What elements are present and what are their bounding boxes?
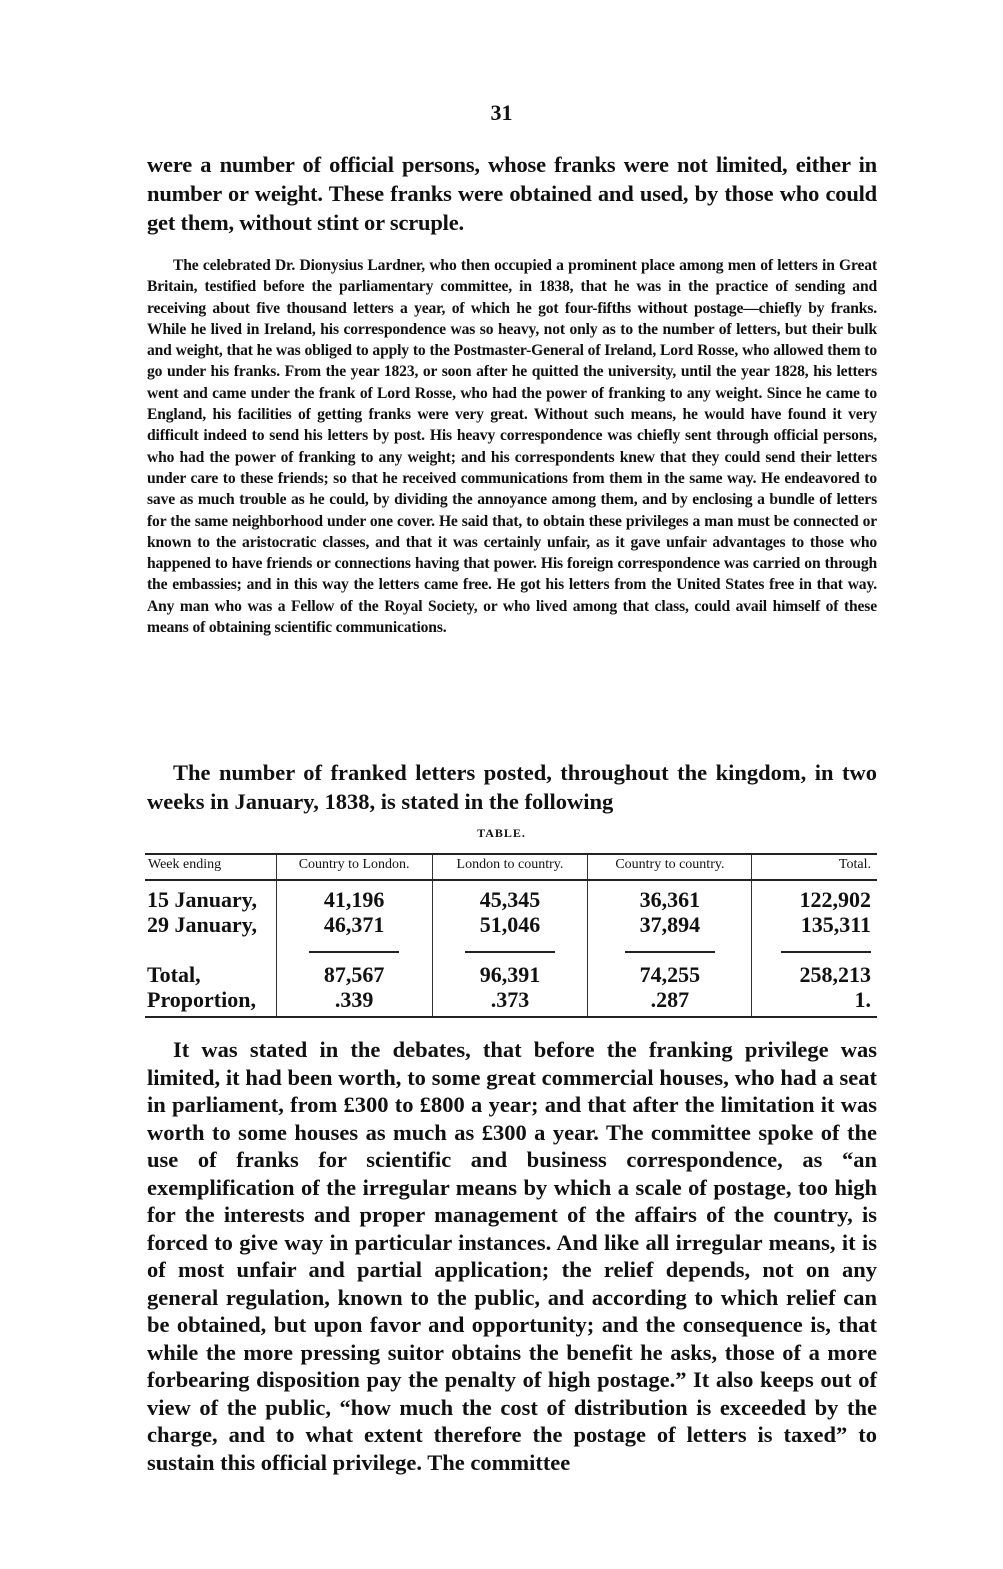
value-cell: 96,391 (432, 962, 588, 987)
label-cell: Total, (147, 962, 201, 987)
table-row (145, 912, 877, 937)
total-cell: 135,311 (752, 912, 877, 937)
closing-paragraph (147, 1036, 877, 1476)
header-country-to-country: Country to country. (588, 854, 752, 880)
value-cell: 74,255 (588, 962, 752, 987)
value-cell: 46,371 (276, 912, 432, 937)
intro-text: were a number of official persons, whose franks were not limited, either in number or weight. These franks were obtained and used, by those who could get them, without stint or scruple. (147, 152, 877, 235)
lardner-testimony-paragraph (147, 255, 877, 638)
value-cell: 45,345 (432, 880, 588, 912)
franked-letters-table (145, 853, 877, 1018)
value-cell: 41,196 (276, 880, 432, 912)
header-week-ending: Week ending (145, 854, 276, 880)
table-caption: TABLE. (477, 826, 526, 840)
table-header-row (145, 854, 877, 880)
sum-rule (465, 951, 555, 953)
value-cell: .373 (432, 987, 588, 1017)
value-cell: 51,046 (432, 912, 588, 937)
value-cell: 36,361 (588, 880, 752, 912)
header-total: Total. (752, 854, 877, 880)
label-cell: Proportion, (147, 987, 256, 1012)
sum-rule-row (145, 937, 877, 962)
sum-rule (309, 951, 399, 953)
week-cell: 15 January, (147, 887, 258, 912)
total-cell: 258,213 (752, 962, 877, 987)
sum-rule (781, 951, 871, 953)
value-cell: 37,894 (588, 912, 752, 937)
value-cell: 87,567 (276, 962, 432, 987)
testimony-text: The celebrated Dr. Dionysius Lardner, who then occupied a prominent place among men of letters in Great Britain, testified before the parliamentary committee, in 1838, that he was in the practice of sending and receiving about five thousand letters a year, of which he got four-fifths without postage—chiefly by franks. While he lived in Ireland, his correspondence was so heavy, not only as to the number of letters, but their bulk and weight, that he was obliged to apply to the Postmaster-General of Ireland, Lord Rosse, who allowed them to go under his franks. From the year 1823, or soon after he quitted the university, until the year 1828, his letters went and came under the frank of Lord Rosse, who had the power of franking to any weight. Since he came to England, his facilities of getting franks were very great. Without such means, he would have found it very difficult indeed to send his letters by post. His heavy correspondence was chiefly sent through official persons, who had the power of franking to any weight; and his correspondents knew that they could send their letters under care to these friends; so that he received communications from them in the same way. He endeavored to save as much trouble as he could, by dividing the annoyance among them, and by enclosing a bundle of letters for the same neighborhood under one cover. He said that, to obtain these privileges a man must be connected or known to the aristocratic classes, and that it was certainly unfair, as it gave unfair advantages to those who happened to have friends or connections having that power. His foreign correspondence was carried on through the embassies; and in this way the letters came free. He got his letters from the United States free in that way. Any man who was a Fellow of the Royal Society, or who lived among that class, could avail himself of these means of obtaining scientific communications. (147, 257, 877, 637)
intro-paragraph (147, 150, 877, 237)
total-cell: 122,902 (752, 880, 877, 912)
header-london-to-country: London to country. (432, 854, 588, 880)
value-cell: .287 (588, 987, 752, 1017)
total-cell: 1. (752, 987, 877, 1017)
value-cell: .339 (276, 987, 432, 1017)
table-lead-paragraph (147, 758, 877, 816)
week-cell: 29 January, (147, 912, 258, 937)
table-row (145, 880, 877, 912)
sum-rule (625, 951, 715, 953)
proportion-row (145, 987, 877, 1017)
lead-text: The number of franked letters posted, throughout the kingdom, in two weeks in January, 1838, is stated in the following (147, 760, 877, 814)
closing-text: It was stated in the debates, that before the franking privilege was limited, it had been worth, to some great commercial houses, who had a seat in parliament, from £300 to £800 a year; and that after the limitation it was worth to some houses as much as £300 a year. The committee spoke of the use of franks for scientific and business correspondence, as “an exemplification of the irregular means by which a scale of postage, too high for the interests and proper management of the affairs of the country, is forced to give way in particular instances. And like all irregular means, it is of most unfair and partial application; the relief depends, not on any general regulation, known to the public, and according to which relief can be obtained, but upon favor and opportunity; and the consequence is, that while the more pressing suitor obtains the benefit he asks, those of a more forbearing disposition pay the penalty of high postage.” It also keeps out of view of the public, “how much the cost of distribution is exceeded by the charge, and to what extent therefore the postage of letters is taxed” to sustain this official privilege. The committee (147, 1037, 877, 1475)
page-number: 31 (490, 100, 513, 125)
header-country-to-london: Country to London. (276, 854, 432, 880)
total-row (145, 962, 877, 987)
